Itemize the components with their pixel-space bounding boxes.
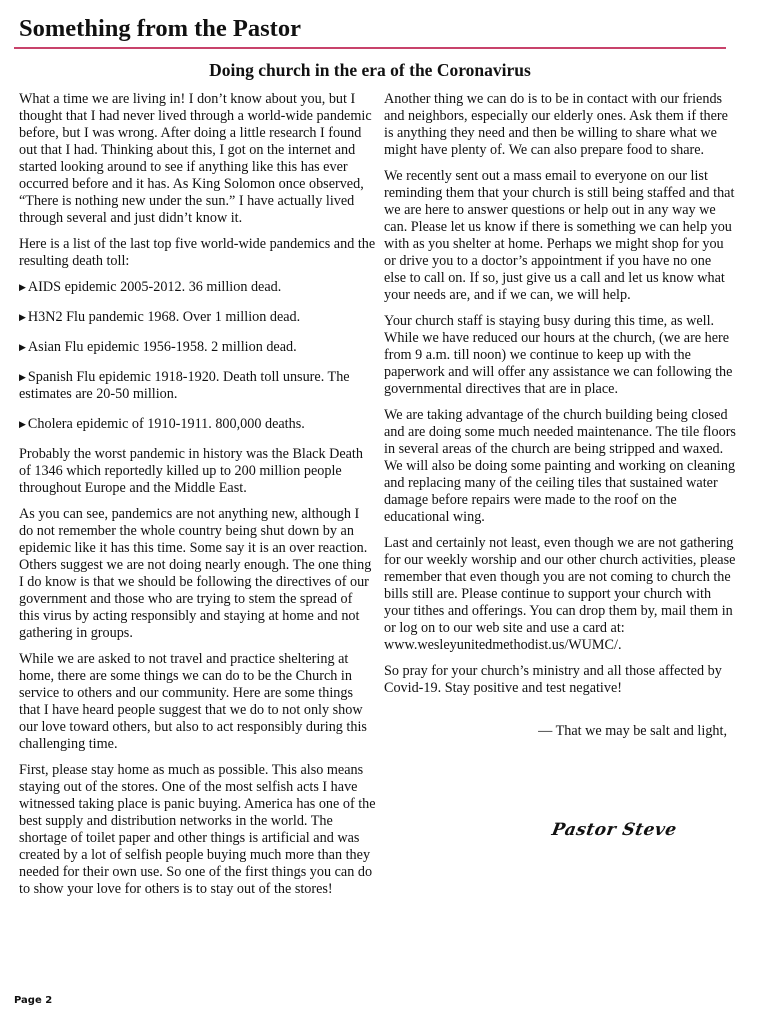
sign-off: — That we may be salt and light, — [538, 723, 727, 739]
list-item-text: Cholera epidemic of 1910-1911. 800,000 deaths. — [27, 416, 305, 432]
article-title: Doing church in the era of the Coronavirus — [209, 60, 531, 80]
paragraph: As you can see, pandemics are not anything new, although I do not remember the whole country being shut down by an epidemic like it has this time. Some say it is an over reaction. Others suggest we are not doing nearly enough. The one thing I do know is that we should be following the directives of our government and those who are trying to stem the spread of this virus by acting responsibly and staying at home and not gathering in groups. — [19, 506, 372, 641]
paragraph: So pray for your church’s ministry and all those affected by Covid-19. Stay positive and test negative! — [384, 663, 722, 696]
left-column — [19, 91, 376, 907]
list-item — [19, 369, 376, 403]
list-item-text: Spanish Flu epidemic 1918-1920. Death toll unsure. The estimates are 20-50 million. — [19, 369, 350, 402]
triangle-bullet-icon: ▶ — [19, 419, 26, 429]
paragraph: First, please stay home as much as possible. This also means staying out of the stores. One of the most selfish acts I have witnessed taking place is panic buying. America has one of the best supply and distribution networks in the world. The shortage of toilet paper and other things is artificial and was created by a lot of selfish people buying much more than they needed for their own use. So one of the first things you can do to show your love for others is to stay out of the stores! — [19, 762, 376, 897]
paragraph: While we are asked to not travel and practice sheltering at home, there are some things we can do to be the Church in service to others and our community. Here are some things that I have heard people suggest that we do to not only show our love toward others, but also to act responsibly during this challenging time. — [19, 651, 367, 752]
paragraph: Last and certainly not least, even though we are not gathering for our weekly worship and our other church activities, please remember that even though you are not coming to church the bills still are. Please continue to support your church with your tithes and offerings. You can drop them by, mail them in or log on to our web site and use a card at: www.wesleyunitedmethodist.us/WUMC/. — [384, 535, 736, 653]
list-item — [19, 416, 376, 433]
section-title: Something from the Pastor — [19, 15, 301, 42]
triangle-bullet-icon: ▶ — [19, 312, 26, 322]
list-item-text: H3N2 Flu pandemic 1968. Over 1 million dead. — [27, 309, 301, 325]
page-number: Page 2 — [14, 995, 53, 1006]
paragraph: Your church staff is staying busy during this time, as well. While we have reduced our hours at the church, (we are here from 9 a.m. till noon) we continue to keep up with the paperwork and will offer any assistance we can following the governmental directives that are in place. — [384, 313, 733, 397]
paragraph: Another thing we can do is to be in contact with our friends and neighbors, especially our elderly ones. Ask them if there is anything they need and then be willing to share what we might have plenty of. We can also prepare food to share. — [384, 91, 728, 158]
paragraph: We are taking advantage of the church building being closed and are doing some much needed maintenance. The tile floors in several areas of the church are being stripped and waxed. We will also be doing some painting and working on cleaning and replacing many of the ceiling tiles that sustained water damage before repairs were made to the roof on the educational wing. — [384, 407, 736, 525]
list-item — [19, 309, 376, 326]
paragraph: What a time we are living in! I don’t know about you, but I thought that I had never lived through a world-wide pandemic before, but I was wrong. After doing a little research I found out that I had. Thinking about this, I got on the internet and started looking around to see if anything like this has ever occurred before and it has. As King Solomon once observed, “There is nothing new under the sun.” I have actually lived through several and just didn’t know it. — [19, 91, 372, 226]
pastor-signature: Pastor Steve — [550, 820, 679, 840]
paragraph: Probably the worst pandemic in history was the Black Death of 1346 which reportedly killed up to 200 million people throughout Europe and the Middle East. — [19, 446, 363, 496]
list-item — [19, 339, 376, 356]
right-column — [384, 91, 736, 749]
triangle-bullet-icon: ▶ — [19, 282, 26, 292]
paragraph: We recently sent out a mass email to everyone on our list reminding them that your church is still being staffed and that we are here to answer questions or help out in any way we can. Please let us know if there is something we can help you with as you shelter at home. Perhaps we might shop for you or drive you to a doctor’s appointment if you have no one else to call on. If so, just give us a call and let us know what your needs are, and if we can, we will help. — [384, 168, 735, 303]
list-item — [19, 279, 376, 296]
list-item-text: Asian Flu epidemic 1956-1958. 2 million dead. — [27, 339, 297, 355]
triangle-bullet-icon: ▶ — [19, 372, 26, 382]
list-item-text: AIDS epidemic 2005-2012. 36 million dead. — [27, 279, 282, 295]
section-divider — [14, 47, 726, 49]
triangle-bullet-icon: ▶ — [19, 342, 26, 352]
paragraph: Here is a list of the last top five world-wide pandemics and the resulting death toll: — [19, 236, 376, 269]
